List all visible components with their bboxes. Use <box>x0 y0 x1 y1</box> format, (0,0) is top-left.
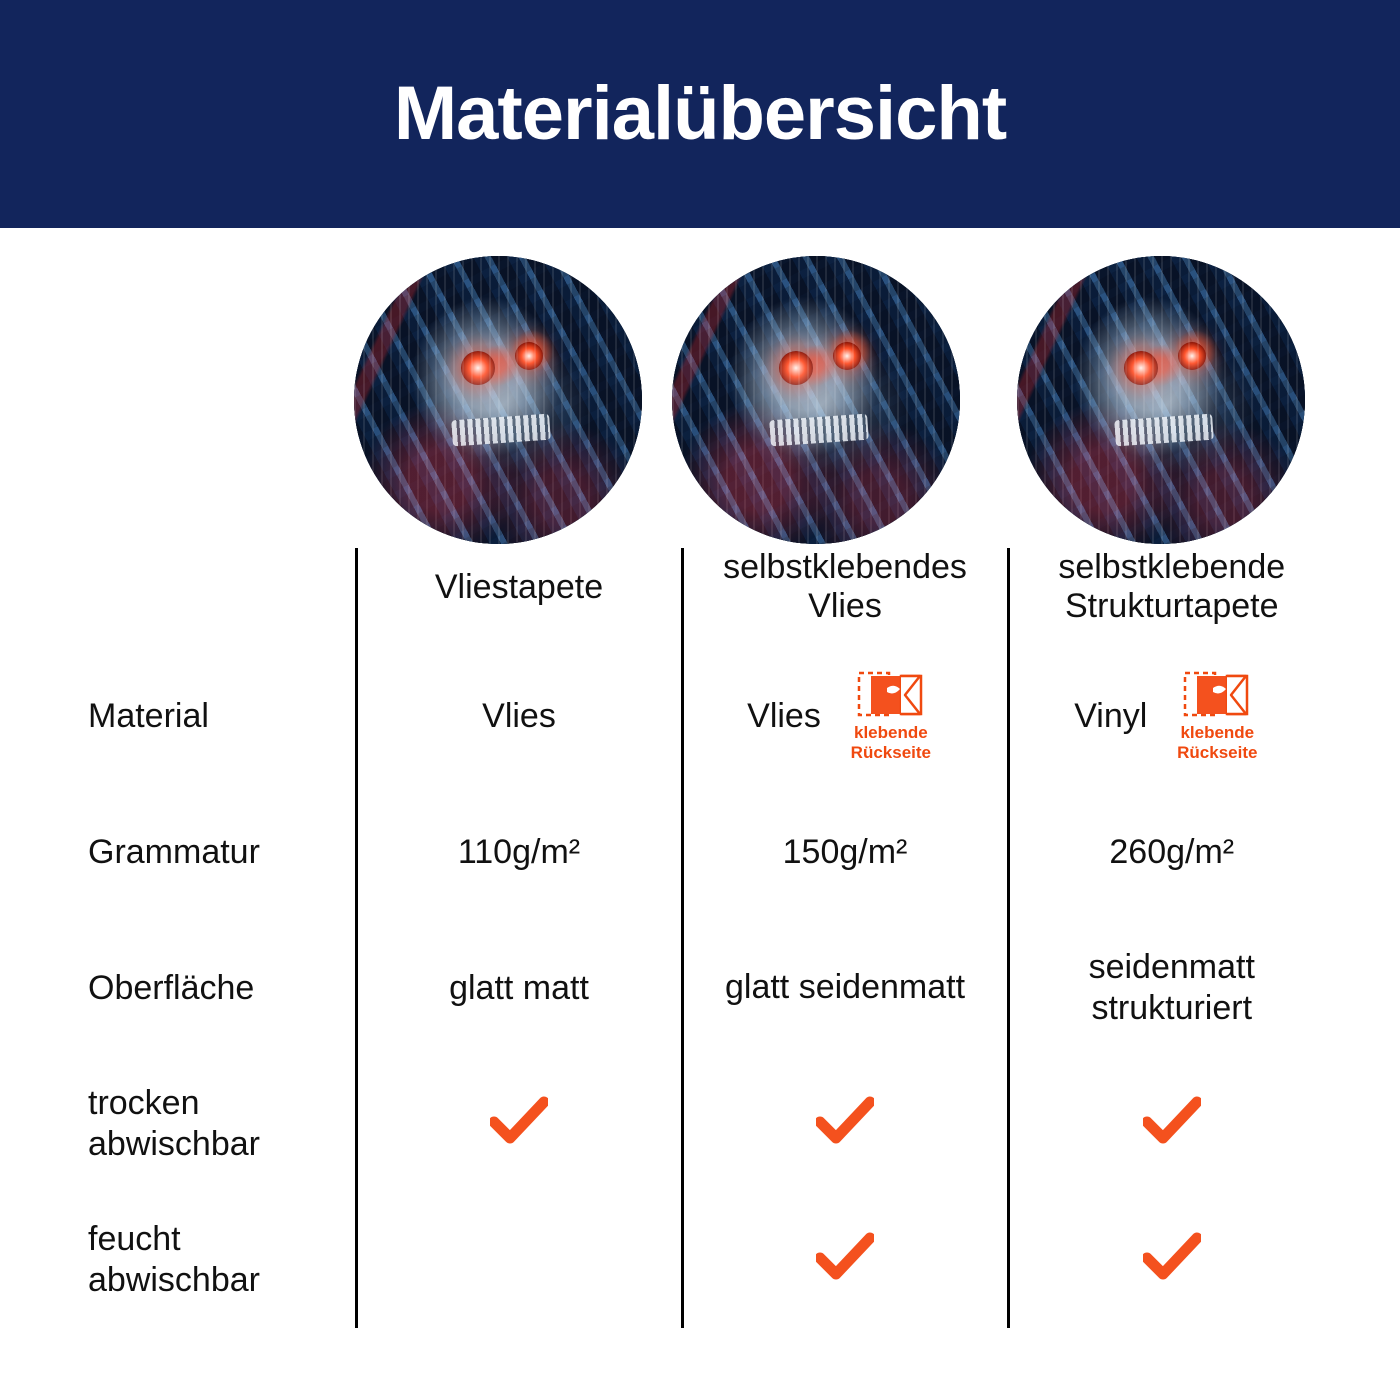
cell-trocken-selbstklebendes-vlies <box>682 1056 1008 1192</box>
cell-grammatur-selbstklebende-strukturtapete: 260g/m² <box>1008 784 1334 920</box>
table-header-row <box>66 548 1334 648</box>
adhesive-back-badge <box>839 670 943 762</box>
adhesive-back-icon <box>1183 670 1251 720</box>
adhesive-caption-line2: Rückseite <box>1177 742 1258 762</box>
table-row <box>66 784 1334 920</box>
cell-material-vliestapete <box>356 648 682 784</box>
row-label-grammatur: Grammatur <box>88 832 260 871</box>
cell-oberflaeche-selbstklebendes-vlies: glatt seidenmatt <box>682 920 1008 1056</box>
cell-value: Vinyl <box>1074 696 1148 735</box>
cyber-skull-artwork-icon <box>354 256 642 544</box>
check-icon <box>1143 1232 1201 1280</box>
adhesive-back-caption <box>1177 723 1257 762</box>
cell-value: Vlies <box>747 696 821 735</box>
row-label-feucht-abwischbar: feucht abwischbar <box>88 1220 260 1300</box>
cell-grammatur-vliestapete: 110g/m² <box>356 784 682 920</box>
cell-feucht-vliestapete <box>356 1192 682 1328</box>
sample-swatch-row <box>0 250 1400 550</box>
skull-eye-right-icon <box>515 342 543 370</box>
row-label-oberflaeche: Oberfläche <box>88 968 255 1007</box>
page-header <box>0 0 1400 228</box>
check-icon <box>1143 1096 1201 1144</box>
cell-trocken-selbstklebende-strukturtapete <box>1008 1056 1334 1192</box>
page-title: Materialübersicht <box>393 71 1007 156</box>
adhesive-caption-line1: klebende <box>853 723 928 743</box>
row-label-trocken-abwischbar: trocken abwischbar <box>88 1084 260 1164</box>
check-icon <box>490 1096 548 1144</box>
adhesive-back-icon <box>857 670 925 720</box>
cyber-skull-artwork-icon <box>672 256 960 544</box>
skull-eye-right-icon <box>833 342 861 370</box>
cell-oberflaeche-vliestapete: glatt matt <box>356 920 682 1056</box>
adhesive-back-badge <box>1165 670 1269 762</box>
skull-teeth-icon <box>769 414 868 447</box>
column-header-selbstklebendes-vlies: selbstklebendes Vlies <box>682 548 1008 648</box>
row-label-material: Material <box>88 696 209 735</box>
adhesive-caption-line2: Rückseite <box>850 742 931 762</box>
skull-eye-left-icon <box>461 351 495 385</box>
material-comparison-table <box>66 548 1334 1328</box>
sample-selbstklebendes-vlies <box>672 256 960 544</box>
cell-value: Vlies <box>482 696 556 735</box>
check-icon <box>816 1096 874 1144</box>
sample-vliestapete <box>354 256 642 544</box>
table-row <box>66 648 1334 784</box>
adhesive-back-caption <box>851 723 931 762</box>
table-row <box>66 920 1334 1056</box>
table-row <box>66 1192 1334 1328</box>
cyber-skull-artwork-icon <box>1017 256 1305 544</box>
sample-selbstklebende-strukturtapete <box>1017 256 1305 544</box>
cell-feucht-selbstklebende-strukturtapete <box>1008 1192 1334 1328</box>
cell-oberflaeche-selbstklebende-strukturtapete: seidenmatt strukturiert <box>1008 920 1334 1056</box>
check-icon <box>816 1232 874 1280</box>
table-row <box>66 1056 1334 1192</box>
cell-feucht-selbstklebendes-vlies <box>682 1192 1008 1328</box>
cell-grammatur-selbstklebendes-vlies: 150g/m² <box>682 784 1008 920</box>
column-header-vliestapete: Vliestapete <box>356 548 682 648</box>
header-corner-cell <box>66 548 356 648</box>
skull-eye-left-icon <box>779 351 813 385</box>
skull-eye-left-icon <box>1124 351 1158 385</box>
cell-material-selbstklebende-strukturtapete <box>1008 648 1334 784</box>
column-header-selbstklebende-strukturtapete: selbstklebende Strukturtapete <box>1008 548 1334 648</box>
skull-teeth-icon <box>1114 414 1213 447</box>
cell-material-selbstklebendes-vlies <box>682 648 1008 784</box>
cell-trocken-vliestapete <box>356 1056 682 1192</box>
skull-eye-right-icon <box>1178 342 1206 370</box>
adhesive-caption-line1: klebende <box>1180 723 1255 743</box>
skull-teeth-icon <box>451 414 550 447</box>
